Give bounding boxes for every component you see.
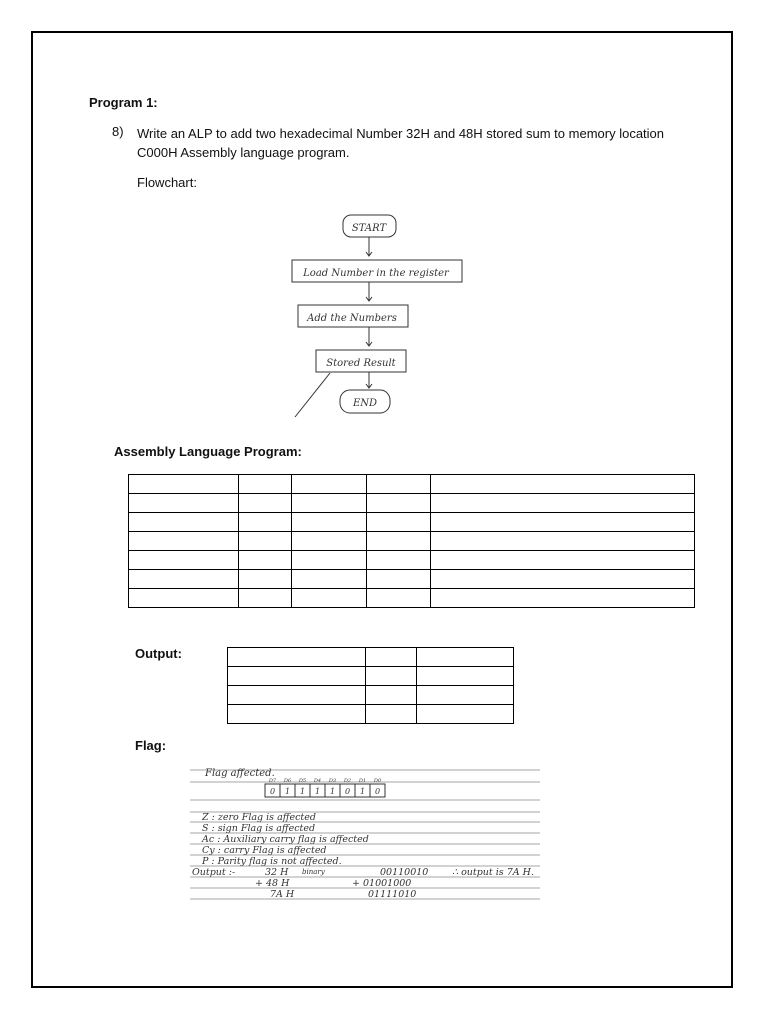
- table-row: [228, 705, 514, 724]
- table-cell: [431, 589, 695, 608]
- table-cell: [129, 589, 239, 608]
- table-cell: [228, 686, 366, 705]
- table-cell: [431, 513, 695, 532]
- flag-note-sign: S : sign Flag is affected: [202, 823, 316, 834]
- table-cell: [431, 475, 695, 494]
- table-row: [228, 667, 514, 686]
- table-row: [228, 648, 514, 667]
- table-cell: [129, 551, 239, 570]
- flag-bit-value: 1: [299, 787, 306, 796]
- flag-bit-label: D6: [283, 778, 292, 784]
- table-cell: [367, 513, 431, 532]
- flag-label: Flag:: [135, 738, 167, 753]
- flag-bit-value: 1: [329, 787, 336, 796]
- flow-node-end: END: [352, 398, 378, 409]
- operand-1: 32 H: [265, 867, 289, 878]
- table-cell: [367, 570, 431, 589]
- flag-bit-label: D7: [268, 778, 277, 784]
- output-prefix: Output :-: [192, 867, 236, 878]
- table-row: [129, 513, 695, 532]
- alp-heading: Assembly Language Program:: [114, 444, 302, 459]
- table-cell: [367, 475, 431, 494]
- table-row: [129, 532, 695, 551]
- flag-bit-value: 1: [314, 787, 321, 796]
- table-cell: [239, 494, 292, 513]
- flag-note-carry: Cy : carry Flag is affected: [202, 845, 327, 856]
- flowchart-label: Flowchart:: [137, 175, 197, 190]
- stray-pen-stroke: [295, 373, 330, 417]
- table-cell: [239, 551, 292, 570]
- flag-bit-value: 1: [359, 787, 366, 796]
- table-row: [129, 475, 695, 494]
- table-cell: [292, 532, 367, 551]
- table-cell: [292, 494, 367, 513]
- table-cell: [366, 686, 417, 705]
- table-cell: [239, 589, 292, 608]
- output-table: [227, 647, 514, 724]
- table-cell: [367, 551, 431, 570]
- table-cell: [292, 475, 367, 494]
- flag-handwritten-notes: [190, 762, 540, 902]
- alp-table: [128, 474, 695, 608]
- flow-node-load: Load Number in the register: [303, 268, 449, 279]
- flag-bit-label: D5: [298, 778, 307, 784]
- table-cell: [367, 589, 431, 608]
- flag-bit-label: D3: [328, 778, 337, 784]
- output-label: Output:: [135, 646, 182, 661]
- hex-result: 7A H: [270, 889, 295, 900]
- flag-note-aux-carry: Ac : Auxiliary carry flag is affected: [202, 834, 369, 845]
- table-cell: [129, 513, 239, 532]
- flag-bit-value: 0: [269, 787, 276, 796]
- table-cell: [417, 667, 514, 686]
- binary-operand-1: 00110010: [380, 867, 429, 878]
- operand-2: + 48 H: [255, 878, 290, 889]
- table-cell: [366, 648, 417, 667]
- flag-bit-grid: [265, 778, 385, 797]
- flag-note-zero: Z : zero Flag is affected: [202, 812, 316, 823]
- table-row: [129, 570, 695, 589]
- table-cell: [292, 570, 367, 589]
- table-cell: [417, 686, 514, 705]
- question-number: 8): [112, 124, 124, 139]
- table-cell: [228, 705, 366, 724]
- flow-node-add: Add the Numbers: [307, 313, 397, 324]
- program-heading: Program 1:: [89, 95, 158, 110]
- output-conclusion: ∴ output is 7A H.: [452, 867, 534, 878]
- table-cell: [129, 532, 239, 551]
- flowchart-diagram: [290, 205, 475, 420]
- table-cell: [228, 667, 366, 686]
- table-cell: [129, 494, 239, 513]
- table-cell: [292, 513, 367, 532]
- flow-node-store: Stored Result: [326, 358, 396, 369]
- table-cell: [431, 532, 695, 551]
- table-cell: [129, 475, 239, 494]
- table-row: [129, 589, 695, 608]
- flow-node-start: START: [351, 223, 387, 234]
- table-row: [228, 686, 514, 705]
- binary-operand-2: + 01001000: [352, 878, 412, 889]
- question-text: Write an ALP to add two hexadecimal Number 32H and 48H stored sum to memory location C000H Assembly language program.: [137, 126, 665, 160]
- table-cell: [417, 705, 514, 724]
- flag-title: Flag affected.: [205, 768, 275, 779]
- table-cell: [417, 648, 514, 667]
- table-cell: [367, 532, 431, 551]
- table-cell: [292, 551, 367, 570]
- binary-result: 01111010: [368, 889, 417, 900]
- table-cell: [239, 513, 292, 532]
- flag-bit-label: D2: [343, 778, 352, 784]
- flag-bit-label: D1: [358, 778, 367, 784]
- table-cell: [239, 570, 292, 589]
- table-row: [129, 551, 695, 570]
- flag-bit-value: 0: [374, 787, 381, 796]
- table-cell: [366, 705, 417, 724]
- table-cell: [367, 494, 431, 513]
- flag-bit-value: 1: [284, 787, 291, 796]
- table-cell: [239, 475, 292, 494]
- table-cell: [228, 648, 366, 667]
- table-cell: [292, 589, 367, 608]
- table-cell: [239, 532, 292, 551]
- table-row: [129, 494, 695, 513]
- flag-bit-label: D0: [373, 778, 382, 784]
- table-cell: [129, 570, 239, 589]
- table-cell: [366, 667, 417, 686]
- table-cell: [431, 570, 695, 589]
- table-cell: [431, 494, 695, 513]
- binary-label: binary: [302, 868, 325, 876]
- flag-note-parity: P : Parity flag is not affected.: [202, 856, 342, 867]
- flag-bit-value: 0: [344, 787, 351, 796]
- flag-bit-label: D4: [313, 778, 322, 784]
- table-cell: [431, 551, 695, 570]
